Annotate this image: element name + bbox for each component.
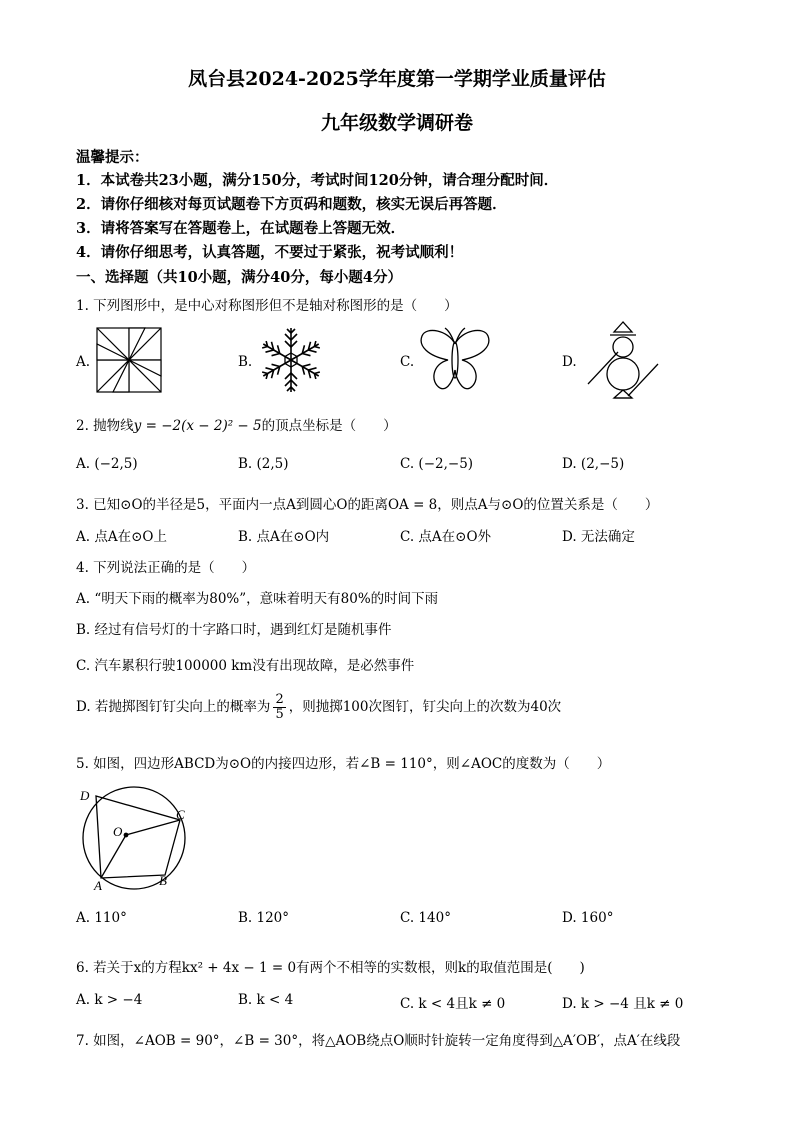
option-a: A. 110°	[76, 910, 127, 926]
parabola-expression: y = −2(x − 2)² − 5	[133, 418, 262, 434]
option-d: D. k > −4 且k ≠ 0	[562, 996, 684, 1012]
point-label-b: B	[159, 873, 167, 888]
option-a: A. k > −4	[76, 992, 143, 1008]
fraction	[273, 693, 285, 722]
option-d: D. 无法确定	[562, 529, 635, 545]
fraction-denominator: 5	[275, 707, 284, 722]
option-label: A.	[76, 354, 91, 370]
option-d: D. 160°	[562, 910, 614, 926]
option-b: B. k < 4	[238, 992, 294, 1008]
snowman-figure	[582, 320, 664, 400]
option-a: A. 点A在⊙O上	[76, 529, 167, 545]
option-a: A. “明天下雨的概率为80%”，意味着明天有80%的时间下雨	[76, 591, 439, 607]
option-c: C. 140°	[400, 910, 451, 926]
question-stem: 7. 如图，∠AOB = 90°，∠B = 30°，将△AOB绕点O顺时针旋转一定角度得到△A′OB′，点A′在线段	[76, 1033, 681, 1049]
stem-suffix: 的顶点坐标是（ ）	[261, 418, 397, 434]
option-c: C. 点A在⊙O外	[400, 529, 492, 545]
tips-heading: 温馨提示：	[76, 149, 149, 166]
option-label: D.	[562, 354, 577, 370]
exam-title: 凤台县2024-2025学年度第一学期学业质量评估	[188, 68, 606, 90]
point-label-o: O	[113, 824, 123, 839]
option-d: D. (2,−5)	[562, 456, 625, 472]
option-d	[76, 693, 561, 722]
point-label-d: D	[80, 788, 90, 803]
option-b: B. 经过有信号灯的十字路口时，遇到红灯是随机事件	[76, 622, 392, 638]
fraction-numerator: 2	[275, 692, 284, 707]
option-a: A. (−2,5)	[76, 456, 138, 472]
tip-item: 3．请将答案写在答题卷上，在试题卷上答题无效．	[76, 220, 406, 237]
question-stem: 3. 已知⊙O的半径是5，平面内一点A到圆心O的距离OA = 8，则点A与⊙O的位置关系是（ ）	[76, 497, 659, 513]
exam-subtitle: 九年级数学调研卷	[320, 112, 473, 134]
tip-item: 1．本试卷共23小题，满分150分，考试时间120分钟，请合理分配时间．	[76, 172, 559, 189]
question-stem: 1. 下列图形中，是中心对称图形但不是轴对称图形的是（ ）	[76, 298, 458, 314]
question-stem: 5. 如图，四边形ABCD为⊙O的内接四边形，若∠B = 110°，则∠AOC的度数为（ ）	[76, 756, 611, 772]
option-label: C.	[400, 354, 415, 370]
tip-item: 2．请你仔细核对每页试题卷下方页码和题数，核实无误后再答题．	[76, 196, 507, 213]
tip-item: 4．请你仔细思考，认真答题，不要过于紧张，祝考试顺利！	[76, 244, 464, 261]
question-stem	[76, 414, 397, 434]
stem-prefix: 2. 抛物线	[76, 418, 134, 434]
circle-quadrilateral-figure	[70, 786, 194, 894]
snowflake-figure	[258, 326, 324, 394]
option-c: C. 汽车累积行驶100000 km没有出现故障，是必然事件	[76, 658, 415, 674]
option-c: C. k < 4且k ≠ 0	[400, 996, 506, 1012]
pinwheel-figure	[96, 327, 162, 393]
butterfly-figure	[418, 326, 492, 394]
option-d-prefix: D. 若抛掷图钉钉尖向上的概率为	[76, 699, 271, 715]
option-b: B. 120°	[238, 910, 290, 926]
option-b: B. 点A在⊙O内	[238, 529, 330, 545]
point-label-a: A	[94, 878, 102, 893]
option-b: B. (2,5)	[238, 456, 289, 472]
point-label-c: C	[176, 807, 185, 822]
option-c: C. (−2,−5)	[400, 456, 474, 472]
question-stem: 6. 若关于x的方程kx² + 4x − 1 = 0有两个不相等的实数根，则k的取值范围是( )	[76, 960, 585, 976]
option-d-suffix: ，则抛掷100次图钉，钉尖向上的次数为40次	[288, 699, 562, 715]
option-label: B.	[238, 354, 253, 370]
question-stem: 4. 下列说法正确的是（ ）	[76, 560, 256, 576]
section-heading: 一、选择题（共10小题，满分40分，每小题4分）	[76, 269, 402, 286]
